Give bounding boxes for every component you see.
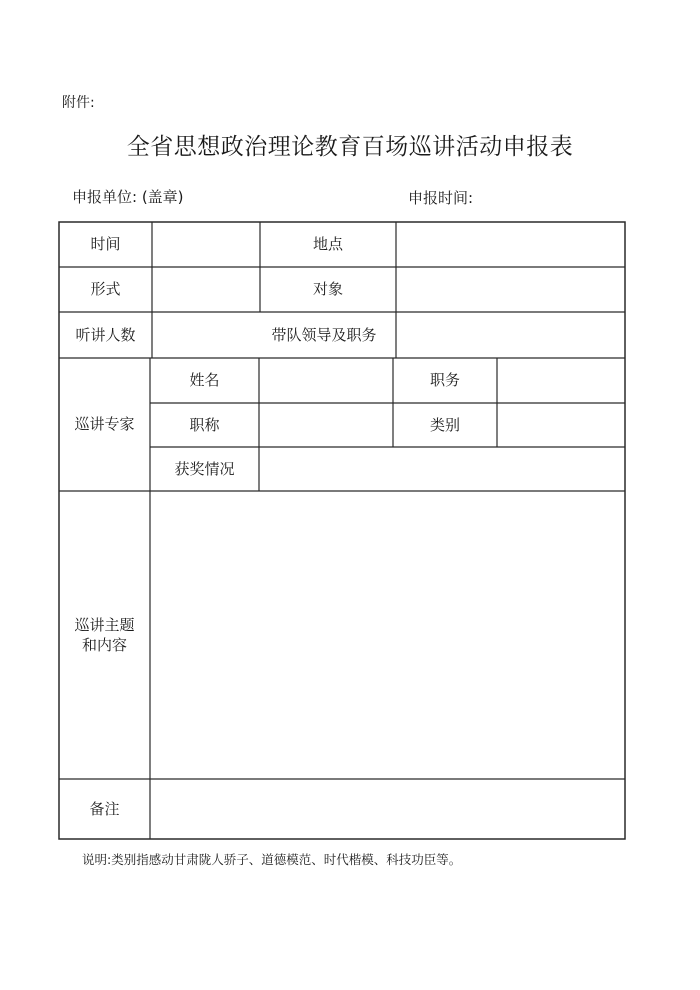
- category-label: 类别: [429, 415, 460, 434]
- listener-count-label: 听讲人数: [75, 325, 136, 344]
- time-field[interactable]: [153, 223, 259, 266]
- format-field[interactable]: [153, 268, 259, 311]
- remarks-label: 备注: [89, 799, 120, 818]
- awards-field[interactable]: [260, 448, 624, 490]
- audience-label: 对象: [312, 280, 343, 299]
- time-label: 时间: [90, 235, 121, 254]
- audience-field[interactable]: [397, 268, 624, 311]
- form-title: 全省思想政治理论教育百场巡讲活动申报表: [126, 134, 574, 160]
- name-label: 姓名: [189, 371, 220, 390]
- awards-label: 获奖情况: [174, 459, 235, 478]
- listener-count-field[interactable]: [153, 313, 251, 357]
- applicant-unit-label: 申报单位: (盖章): [72, 188, 184, 206]
- topic-label-line1: 巡讲主题: [74, 615, 135, 634]
- position-label: 职务: [429, 371, 460, 390]
- topic-content-field[interactable]: [151, 492, 624, 778]
- location-label: 地点: [312, 235, 343, 254]
- topic-label-line2: 和内容: [81, 636, 127, 654]
- location-field[interactable]: [397, 223, 624, 266]
- position-field[interactable]: [498, 359, 624, 402]
- category-field[interactable]: [498, 404, 624, 446]
- professional-title-field[interactable]: [260, 404, 392, 446]
- topic-label: [59, 491, 150, 779]
- professional-title-label: 职称: [189, 415, 220, 434]
- team-leader-label: 带队领导及职务: [271, 325, 377, 344]
- application-time-label: 申报时间:: [408, 189, 474, 207]
- team-leader-field[interactable]: [397, 313, 624, 357]
- name-field[interactable]: [260, 359, 392, 402]
- format-label: 形式: [90, 280, 121, 299]
- remarks-field[interactable]: [151, 780, 624, 838]
- expert-label: 巡讲专家: [74, 415, 135, 434]
- footnote: 说明:类别指感动甘肃陇人骄子、道德模范、时代楷模、科技功臣等。: [82, 852, 462, 867]
- attachment-label: 附件:: [62, 95, 95, 111]
